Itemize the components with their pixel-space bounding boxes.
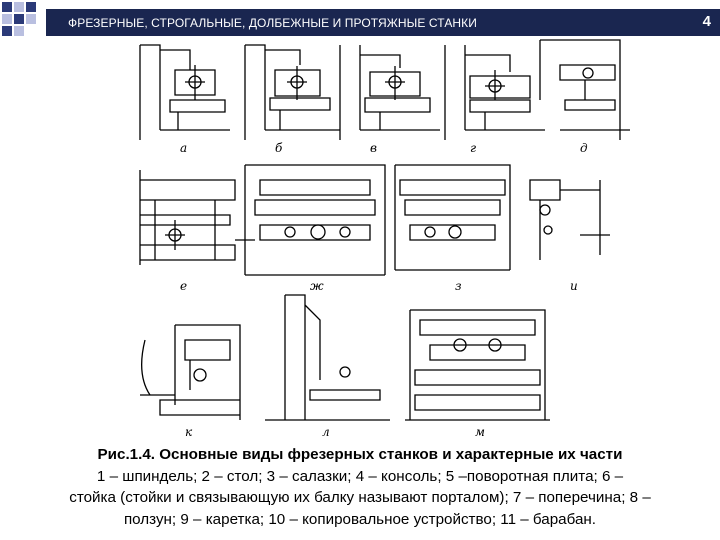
svg-text:м: м	[475, 425, 485, 439]
page-number: 4	[702, 13, 711, 30]
panel-k-drawing	[140, 325, 240, 420]
panel-g-drawing	[445, 45, 545, 140]
figure-caption	[0, 444, 720, 530]
caption-title: Рис.1.4. Основные виды фрезерных станков и характерные их части	[97, 446, 623, 463]
caption-line-1: 1 – шпиндель; 2 – стол; 3 – салазки; 4 – консоль; 5 –поворотная плита; 6 –	[96, 467, 624, 485]
svg-text:з: з	[455, 279, 462, 293]
panel-zh-drawing	[245, 165, 385, 275]
svg-text:а: а	[180, 141, 188, 155]
svg-text:д: д	[580, 141, 588, 155]
caption-line-2: стойка (стойки и связывающую их балку называют порталом); 7 – поперечина; 8 –	[69, 489, 651, 506]
svg-text:л: л	[322, 425, 330, 439]
milling-machines-figure	[0, 30, 720, 450]
panel-l-drawing	[265, 295, 390, 420]
panel-m-drawing	[405, 310, 550, 420]
panel-z-drawing	[395, 165, 510, 270]
svg-text:е: е	[180, 279, 188, 293]
svg-text:и: и	[570, 279, 578, 293]
svg-text:в: в	[370, 141, 377, 155]
panel-d-drawing	[540, 40, 630, 140]
svg-text:к: к	[185, 425, 193, 439]
panel-a-drawing	[140, 45, 230, 140]
panel-e-drawing	[140, 170, 255, 265]
panel-v-drawing	[340, 45, 440, 140]
caption-line-3: ползун; 9 – каретка; 10 – копировальное устройство; 11 – барабан.	[123, 510, 597, 528]
panel-letters	[180, 141, 588, 439]
panel-b-drawing	[245, 45, 340, 140]
svg-text:ж: ж	[310, 279, 324, 293]
slide-title: ФРЕЗЕРНЫЕ, СТРОГАЛЬНЫЕ, ДОЛБЕЖНЫЕ И ПРОТЯЖНЫЕ СТАНКИ	[68, 16, 477, 30]
panel-i-drawing	[530, 180, 610, 260]
svg-text:г: г	[470, 141, 477, 155]
svg-text:б: б	[275, 141, 283, 155]
